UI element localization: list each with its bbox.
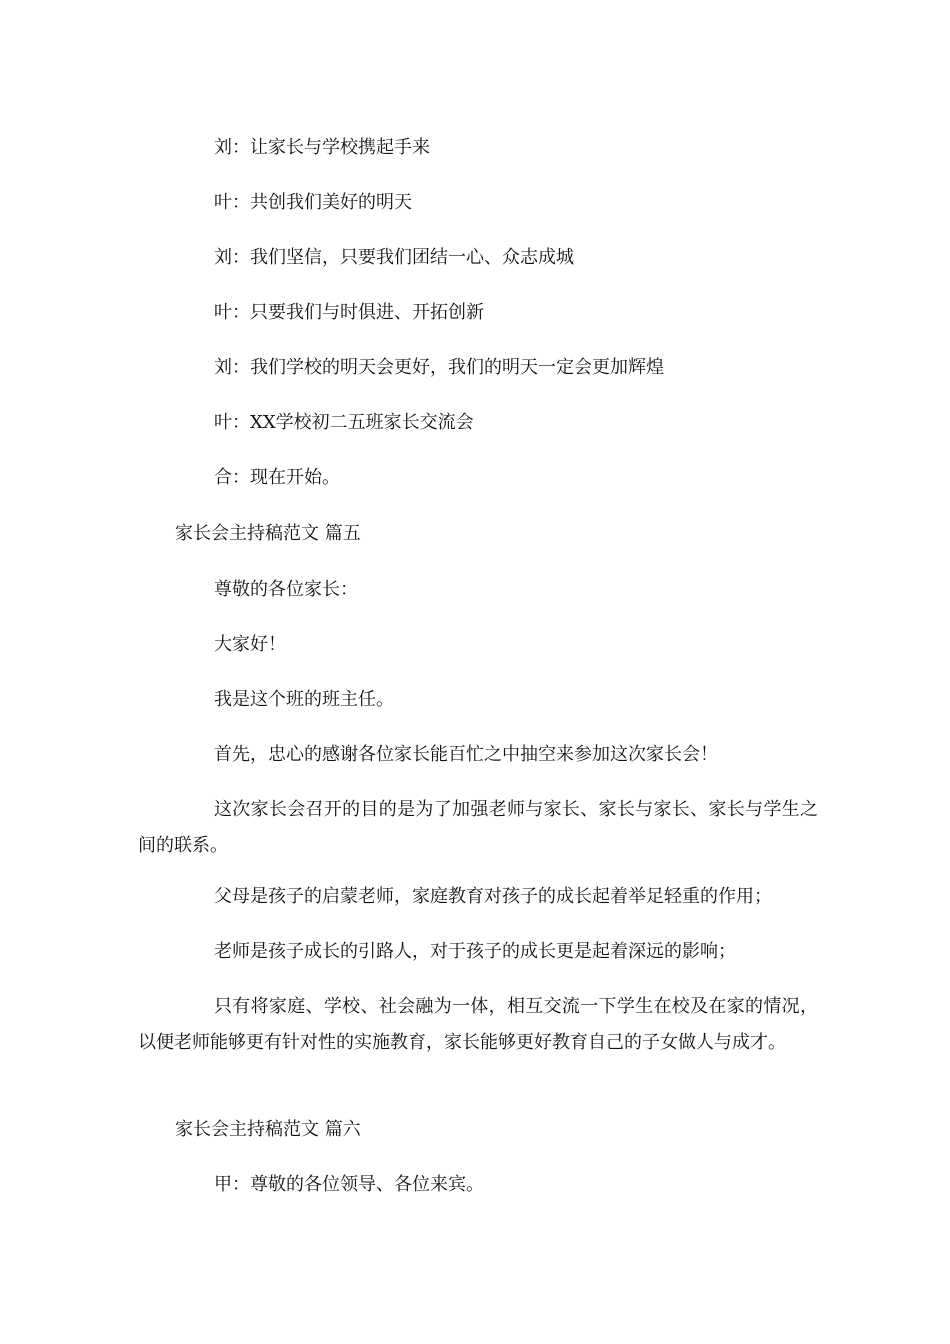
greeting: 尊敬的各位家长： xyxy=(214,579,358,600)
hello-line: 大家好！ xyxy=(214,634,286,655)
dialogue-line: 刘：我们坚信，只要我们团结一心、众志成城 xyxy=(214,247,574,268)
purpose-paragraph: 这次家长会召开的目的是为了加强老师与家长、家长与家长、家长与学生之间的联系。 xyxy=(138,799,818,856)
dialogue-line: 合：现在开始。 xyxy=(214,467,340,488)
section-heading: 家长会主持稿范文 篇五 xyxy=(175,523,361,544)
parents-line: 父母是孩子的启蒙老师，家庭教育对孩子的成长起着举足轻重的作用； xyxy=(214,886,772,907)
intro-line: 我是这个班的班主任。 xyxy=(214,689,394,710)
thanks-line: 首先，忠心的感谢各位家长能百忙之中抽空来参加这次家长会！ xyxy=(214,744,718,765)
section-heading: 家长会主持稿范文 篇六 xyxy=(175,1119,361,1140)
dialogue-line: 叶：只要我们与时俱进、开拓创新 xyxy=(214,302,484,323)
dialogue-line: 叶：共创我们美好的明天 xyxy=(214,192,412,213)
teachers-line: 老师是孩子成长的引路人，对于孩子的成长更是起着深远的影响； xyxy=(214,941,736,962)
dialogue-line: 甲：尊敬的各位领导、各位来宾。 xyxy=(214,1174,484,1195)
dialogue-line: 叶：XX学校初二五班家长交流会 xyxy=(214,412,474,433)
together-paragraph: 只有将家庭、学校、社会融为一体，相互交流一下学生在校及在家的情况，以便老师能够更有针对性的实施教育，家长能够更好教育自己的子女做人与成才。 xyxy=(138,996,818,1053)
dialogue-line: 刘：我们学校的明天会更好，我们的明天一定会更加辉煌 xyxy=(214,357,664,378)
dialogue-line: 刘：让家长与学校携起手来 xyxy=(214,137,430,158)
